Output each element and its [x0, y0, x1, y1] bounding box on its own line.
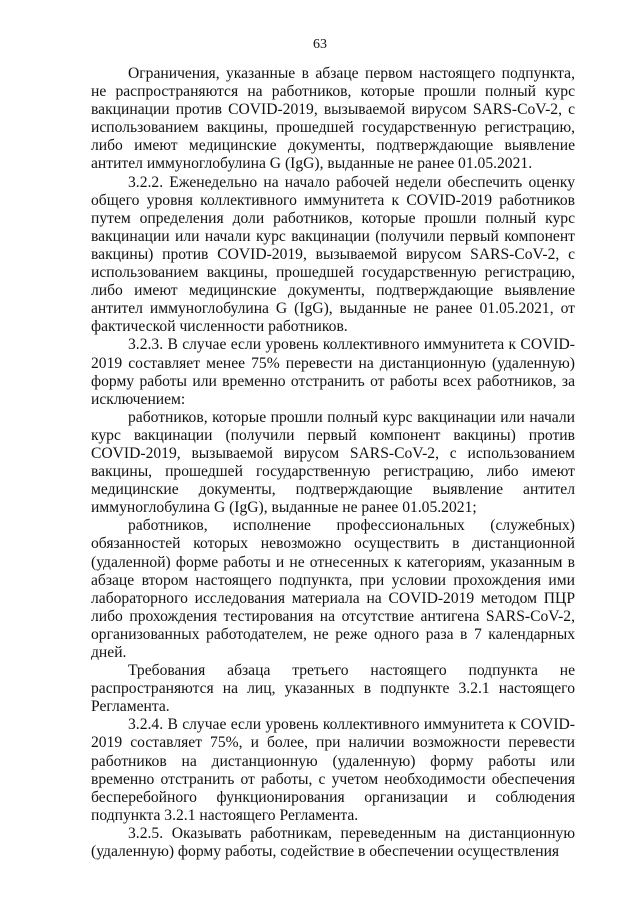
- paragraph-restrictions-exception: Ограничения, указанные в абзаце первом настоящего подпункта, не распространяются на работников, которые прошли полный курс вакцинации против COVID-2019, вызываемой вирусом SARS-CoV-2, с использованием вакцины, прошедшей государственную регистрацию, либо имеют медицинские документы, подтверждающие выявление антител иммуноглобулина G (IgG), выданные не ранее 01.05.2021.: [91, 65, 575, 173]
- document-body: [91, 65, 575, 861]
- paragraph-3-2-2: 3.2.2. Еженедельно на начало рабочей недели обеспечить оценку общего уровня коллективного иммунитета к COVID-2019 работников путем определения доли работников, которые прошли полный курс вакцинации или начали курс вакцинации (получили первый компонент вакцины) против COVID-2019, вызываемой вирусом SARS-CoV-2, с использованием вакцины, прошедшей государственную регистрацию, либо имеют медицинские документы, подтверждающие выявление антител иммуноглобулина G (IgG), выданные не ранее 01.05.2021, от фактической численности работников.: [91, 173, 575, 336]
- paragraph-3-2-3: 3.2.3. В случае если уровень коллективного иммунитета к COVID-2019 составляет менее 75% перевести на дистанционную (удаленную) форму работы или временно отстранить от работы всех работников, за исключением:: [91, 336, 575, 408]
- paragraph-3-2-4: 3.2.4. В случае если уровень коллективного иммунитета к COVID-2019 составляет 75%, и более, при наличии возможности перевести работников на дистанционную (удаленную) форму работы или временно отстранить от работы, с учетом необходимости обеспечения бесперебойного функционирования организации и соблюдения подпункта 3.2.1 настоящего Регламента.: [91, 716, 575, 824]
- paragraph-requirements-note: Требования абзаца третьего настоящего подпункта не распространяются на лиц, указанных в подпункте 3.2.1 настоящего Регламента.: [91, 662, 575, 716]
- paragraph-exception-non-remote: работников, исполнение профессиональных (служебных) обязанностей которых невозможно осуществить в дистанционной (удаленной) форме работы и не отнесенных к категориям, указанным в абзаце втором настоящего подпункта, при условии прохождения ими лабораторного исследования материала на COVID-2019 методом ПЦР либо прохождения тестирования на отсутствие антигена SARS-CoV-2, организованных работодателем, не реже одного раза в 7 календарных дней.: [91, 517, 575, 661]
- paragraph-exception-vaccinated: работников, которые прошли полный курс вакцинации или начали курс вакцинации (получили первый компонент вакцины) против COVID-2019, вызываемой вирусом SARS-CoV-2, с использованием вакцины, прошедшей государственную регистрацию, либо имеют медицинские документы, подтверждающие выявление антител иммуноглобулина G (IgG), выданные не ранее 01.05.2021;: [91, 408, 575, 517]
- paragraph-3-2-5: 3.2.5. Оказывать работникам, переведенным на дистанционную (удаленную) форму работы, содействие в обеспечении осуществления: [91, 824, 575, 861]
- page-number: 63: [313, 37, 327, 52]
